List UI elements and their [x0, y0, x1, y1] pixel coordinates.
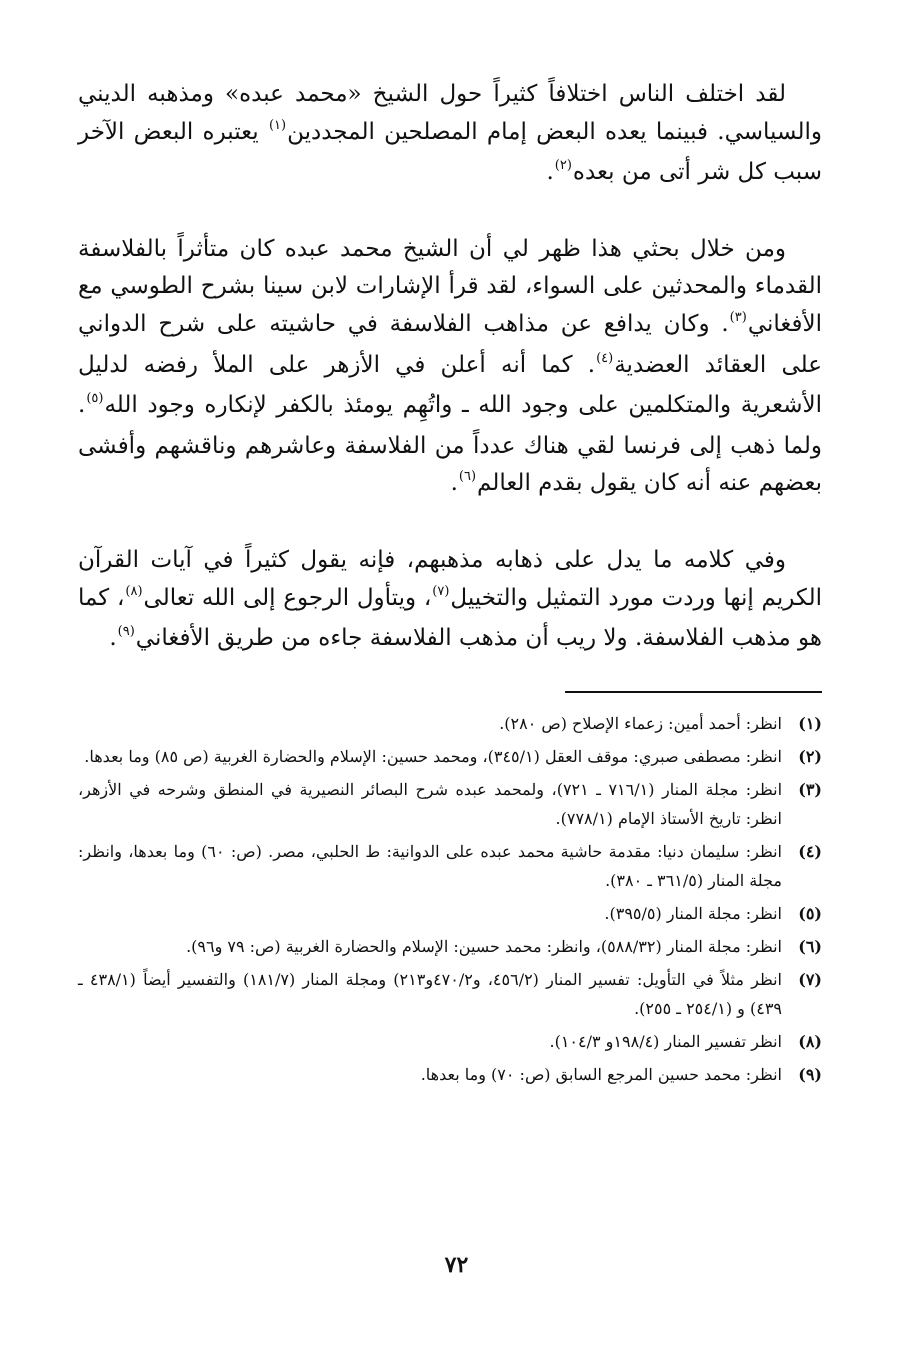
- page-content: [78, 76, 822, 1306]
- footnote-reference: (٢): [554, 158, 572, 174]
- footnote-text: انظر مثلاً في التأويل: تفسير المنار (٤٥٦/٢، و٤٧٠/٢و٢١٣) ومجلة المنار (١٨١/٧) والتفسير أيضاً (٤٣٨/١ ـ ٤٣٩) و (٢٥٤/١ ـ ٢٥٥).: [78, 969, 782, 1018]
- paragraph-text: لقد اختلف الناس اختلافاً كثيراً حول الشيخ «محمد عبده» ومذهبه الديني والسياسي. فبينما يعده البعض إمام المصلحين المجددين: [78, 81, 822, 145]
- footnote-number: (٥): [798, 903, 822, 923]
- footnote-number: (٦): [798, 936, 822, 956]
- body-text: [78, 76, 822, 661]
- footnote-number: (١): [798, 713, 822, 733]
- paragraph-text: .: [109, 625, 117, 652]
- footnote-reference: (٣): [729, 309, 747, 325]
- paragraph-text: .: [546, 159, 554, 186]
- paragraph-text: . ولما ذهب إلى فرنسا لقي هناك عدداً من الفلاسفة وعاشرهم وناقشهم وأفشى بعضهم عنه أنه كان يقول بقدم العالم: [78, 392, 822, 497]
- footnote-reference: (١): [268, 117, 287, 133]
- footnote-item: [78, 1027, 822, 1056]
- paragraph-text: . كما أنه أعلن في الأزهر على الملأ رفضه لدليل الأشعرية والمتكلمين على وجود الله ـ واتُهِم يومئذ بالكفر لإنكاره وجود الله: [78, 351, 822, 419]
- footnote-text: انظر: مصطفى صبري: موقف العقل (٣٤٥/١)، ومحمد حسين: الإسلام والحضارة الغربية (ص ٨٥) وما بعدها.: [84, 746, 782, 766]
- footnote-reference: (٦): [458, 469, 477, 485]
- footnote-text: انظر تفسير المنار (١٩٨/٤و ١٠٤/٣).: [549, 1031, 782, 1051]
- footnote-separator: [565, 691, 822, 693]
- footnote-text: انظر: مجلة المنار (٥٨٨/٣٢)، وانظر: محمد حسين: الإسلام والحضارة الغربية (ص: ٧٩ و٩٦).: [186, 936, 782, 956]
- footnote-reference: (٩): [117, 624, 135, 640]
- footnote-number: (٧): [798, 969, 822, 989]
- body-paragraph: [78, 231, 822, 506]
- paragraph-text: وفي كلامه ما يدل على ذهابه مذهبهم، فإنه يقول كثيراً في آيات القرآن الكريم إنها وردت مورد التمثيل والتخييل: [78, 546, 823, 611]
- footnote-text: انظر: سليمان دنيا: مقدمة حاشية محمد عبده على الدوانية: ط الحلبي، مصر. (ص: ٦٠) وما بعدها، وانظر: مجلة المنار (٣٦١/٥ ـ ٣٨٠).: [78, 841, 783, 890]
- body-paragraph: [78, 76, 822, 195]
- footnote-number: (٢): [798, 746, 822, 766]
- footnote-item: [78, 775, 822, 833]
- paragraph-text: ومن خلال بحثي هذا ظهر لي أن الشيخ محمد عبده كان متأثراً بالفلاسفة القدماء والمحدثين على السواء، لقد قرأ الإشارات لابن سينا بشرح الطوسي مع الأفغاني: [78, 235, 822, 337]
- paragraph-text: يعتبره البعض الآخر سبب كل شر أتى من بعده: [78, 118, 822, 186]
- body-paragraph: [78, 542, 822, 661]
- footnote-text: انظر: مجلة المنار (٣٩٥/٥).: [604, 903, 782, 923]
- footnote-item: [78, 837, 822, 895]
- footnote-number: (٣): [798, 779, 822, 799]
- footnotes-list: [78, 709, 822, 1089]
- footnote-item: [78, 899, 822, 928]
- footnote-item: [78, 965, 822, 1023]
- footnote-reference: (٧): [432, 583, 450, 599]
- footnote-number: (٤): [798, 841, 822, 861]
- footnote-reference: (٤): [596, 350, 614, 366]
- footnote-reference: (٨): [125, 583, 143, 599]
- paragraph-text: .: [450, 470, 458, 497]
- footnote-text: انظر: مجلة المنار (٧١٦/١ ـ ٧٢١)، ولمحمد عبده شرح البصائر النصيرية في المنطق وشرحه في الأزهر، انظر: تاريخ الأستاذ الإمام (٧٧٨/١).: [78, 779, 783, 828]
- footnote-item: [78, 1060, 822, 1089]
- footnote-reference: (٥): [86, 391, 104, 407]
- paragraph-text: . وكان يدافع عن مذاهب الفلاسفة في حاشيته على شرح الدواني على العقائد العضدية: [78, 310, 822, 378]
- footnote-item: [78, 709, 822, 738]
- page-number: ٧٢: [444, 1252, 469, 1278]
- footnote-text: انظر: محمد حسين المرجع السابق (ص: ٧٠) وما بعدها.: [420, 1064, 782, 1084]
- footnote-item: [78, 932, 822, 961]
- footnote-text: انظر: أحمد أمين: زعماء الإصلاح (ص ٢٨٠).: [499, 713, 782, 733]
- footnote-item: [78, 742, 822, 771]
- paragraph-text: ، ويتأول الرجوع إلى الله تعالى: [143, 584, 432, 611]
- footnote-number: (٨): [798, 1031, 822, 1051]
- paragraph-text: ، كما هو مذهب الفلاسفة. ولا ريب أن مذهب الفلاسفة جاءه من طريق الأفغاني: [78, 584, 822, 652]
- footnote-number: (٩): [798, 1064, 822, 1084]
